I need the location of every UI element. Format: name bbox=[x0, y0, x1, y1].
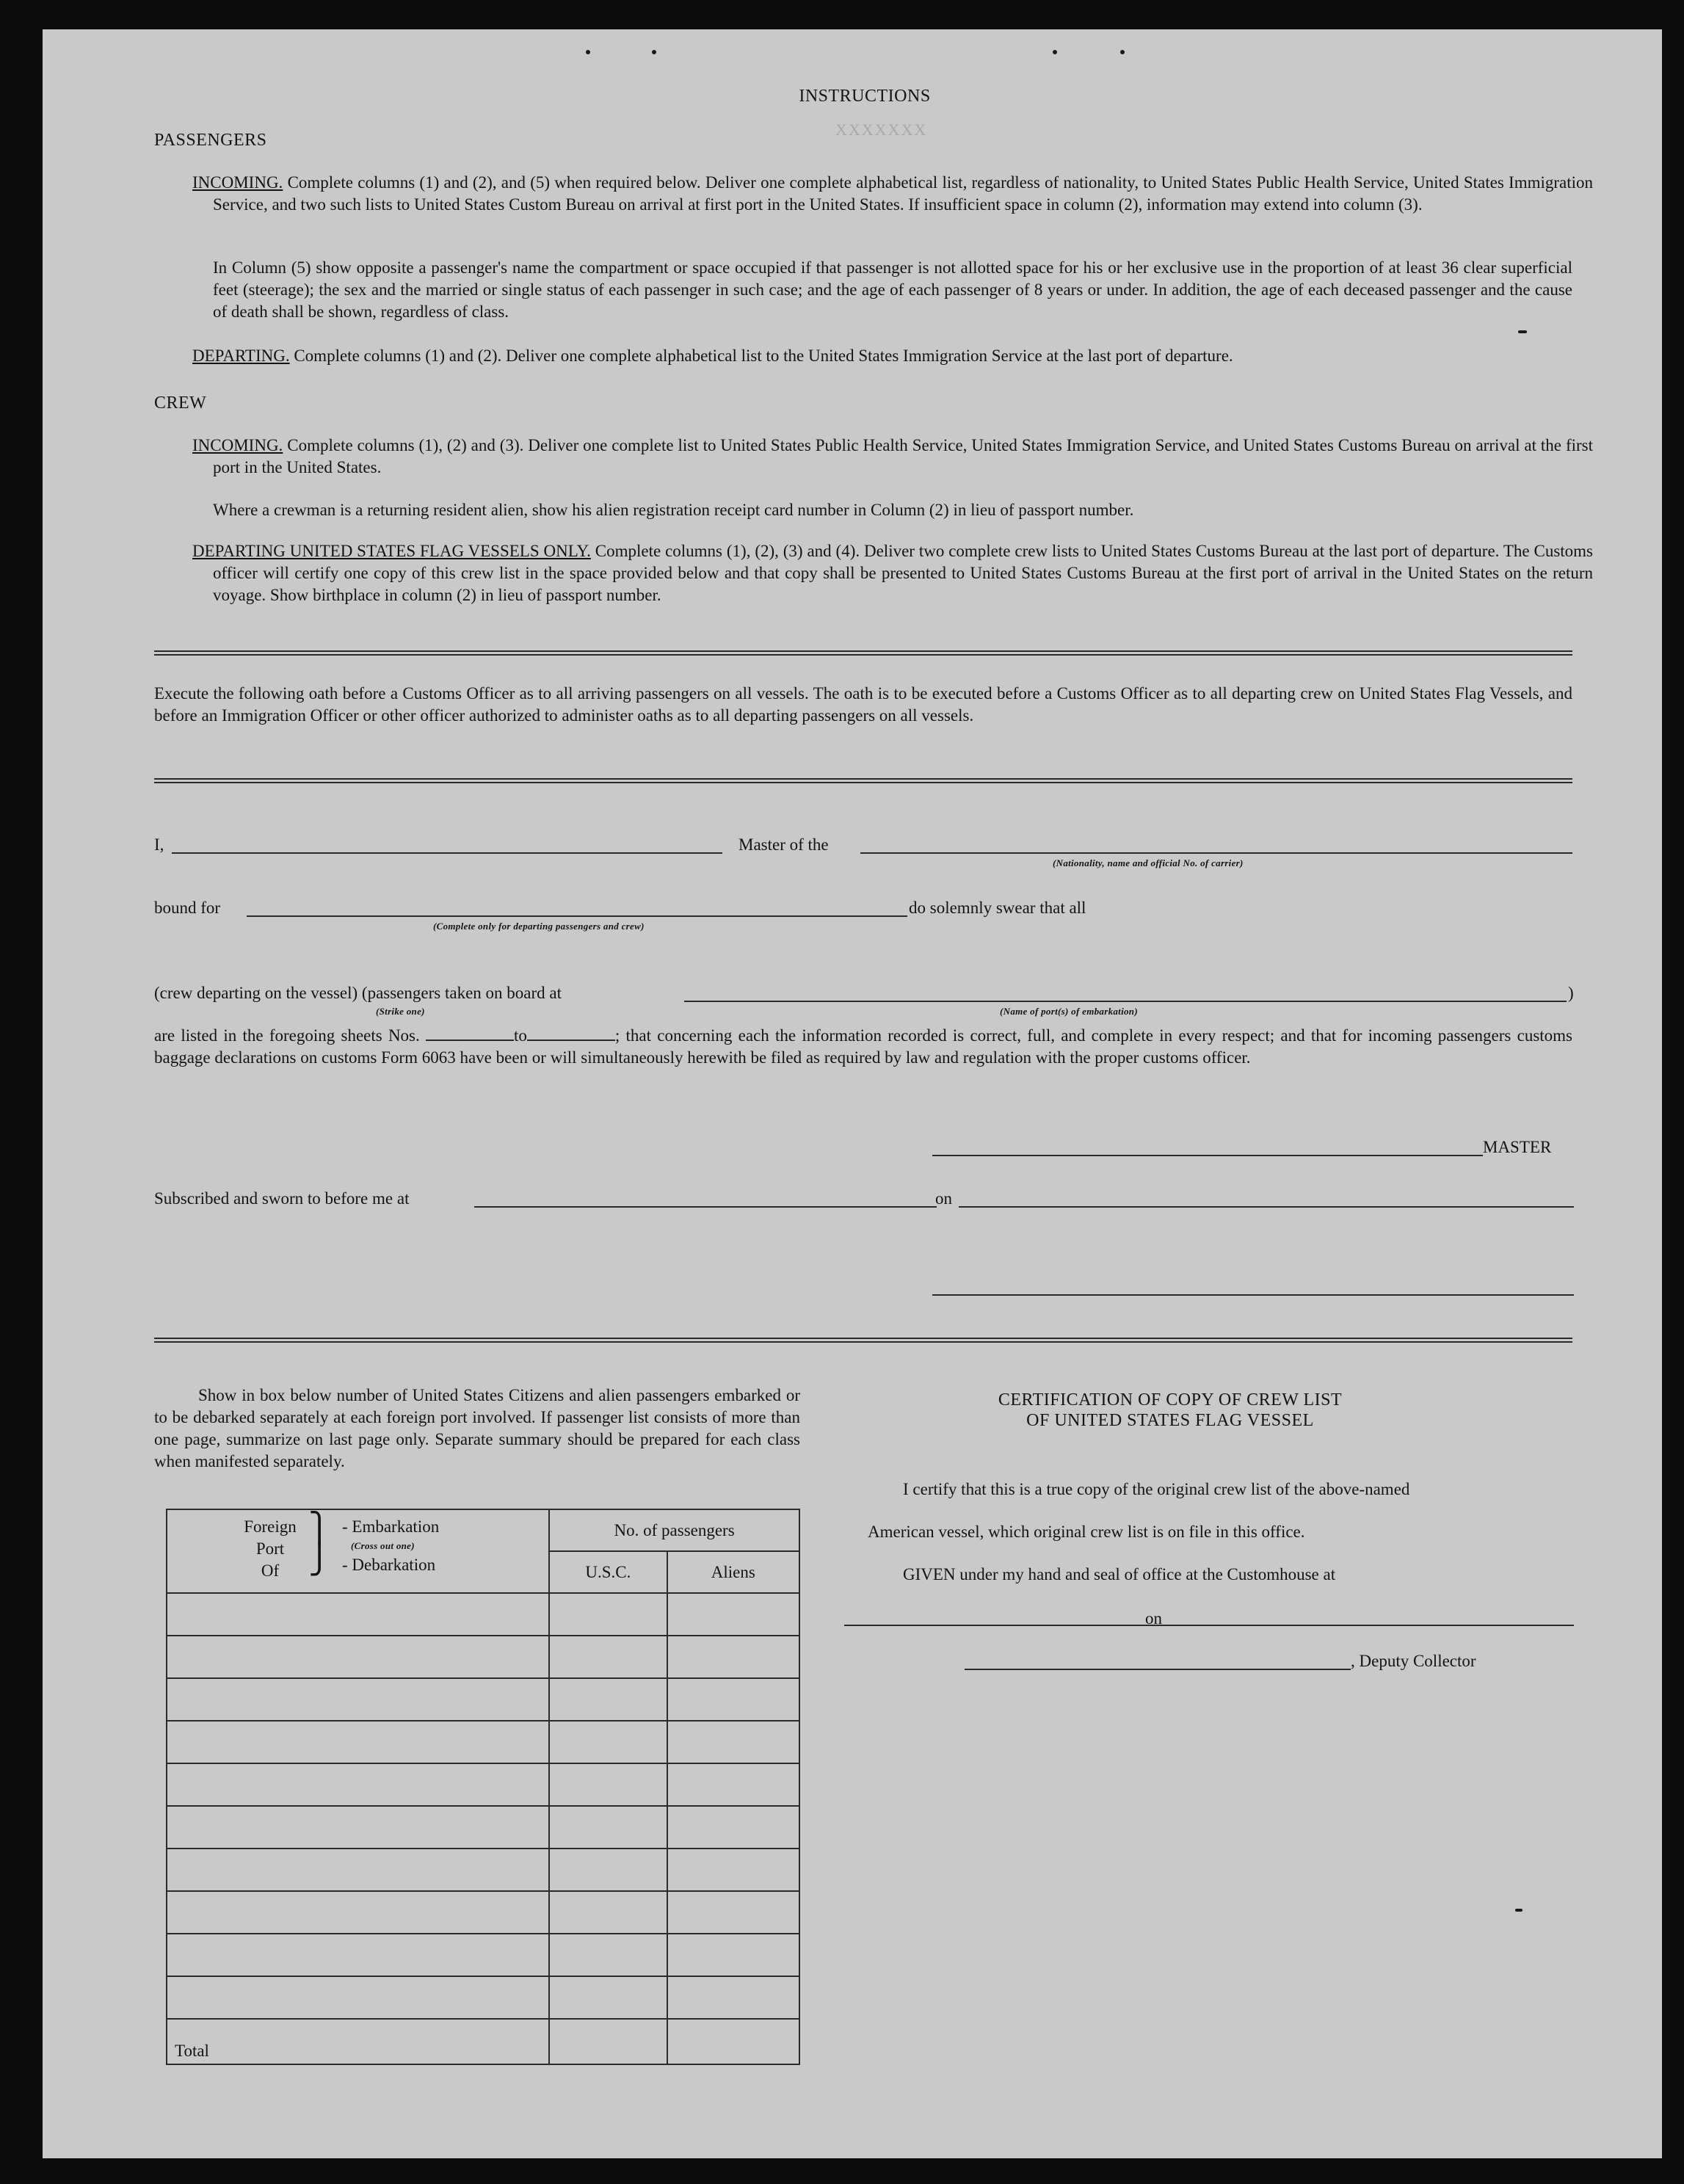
total-row bbox=[167, 2019, 799, 2064]
sworn-place-line[interactable] bbox=[474, 1206, 937, 1208]
debarkation-label: - Debarkation bbox=[342, 1556, 436, 1574]
carrier-line[interactable] bbox=[860, 852, 1572, 854]
passengers-incoming-text: Complete columns (1) and (2), and (5) when required below. Deliver one complete alphabetical list, regardless of nationality, to United States Public Health Service, United States Immigration Service, and two such lists to United States Custom Bureau on arrival at first port in the United States. If insufficient space in column (2), information may extend into column (3). bbox=[213, 173, 1594, 214]
table-row[interactable] bbox=[167, 1849, 799, 1891]
aliens-header: Aliens bbox=[667, 1551, 799, 1593]
certification-heading-2: OF UNITED STATES FLAG VESSEL bbox=[1026, 1411, 1314, 1430]
aliens-cell[interactable] bbox=[667, 1891, 799, 1934]
bound-for-line[interactable] bbox=[247, 915, 907, 917]
usc-cell[interactable] bbox=[549, 1806, 667, 1849]
table-row[interactable] bbox=[167, 1593, 799, 1636]
punch-dot bbox=[586, 50, 590, 54]
of-label: Of bbox=[261, 1561, 280, 1580]
passengers-incoming-label: INCOMING. bbox=[192, 173, 283, 192]
total-label: Total bbox=[167, 2019, 549, 2064]
usc-header: U.S.C. bbox=[549, 1551, 667, 1593]
speck bbox=[1518, 330, 1527, 333]
usc-cell[interactable] bbox=[549, 1849, 667, 1891]
subscribed-label: Subscribed and sworn to before me at bbox=[154, 1189, 410, 1208]
master-label: MASTER bbox=[1483, 1138, 1552, 1156]
crew-departing-text: Complete columns (1), (2), (3) and (4). Deliver two complete crew lists to United States Customs Bureau at the last port of departure. The Customs officer will certify one copy of this crew list in the space provided below and that copy shall be presented to United States Customs Bureau at the first port of arrival in the United States on the return voyage. Show birthplace in column (2) in lieu of passport number. bbox=[213, 542, 1594, 604]
brace-bottom: ⎭ bbox=[308, 1542, 330, 1576]
port-cell[interactable] bbox=[167, 1763, 549, 1806]
punch-dot bbox=[1120, 50, 1125, 54]
certification-date-line[interactable] bbox=[1167, 1625, 1574, 1626]
master-of-the-label: Master of the bbox=[738, 835, 829, 854]
statement-rest-text: ; that concerning each the information recorded is correct, full, and complete in every respect; and that for incoming passengers customs baggage declarations on customs Form 6063 have been or will simultaneously herewith be filed as required by law and regulation with the proper customs officer. bbox=[154, 1026, 1572, 1067]
table-row[interactable] bbox=[167, 1891, 799, 1934]
aliens-cell[interactable] bbox=[667, 1636, 799, 1678]
passengers-departing-paragraph bbox=[192, 345, 1593, 367]
port-cell[interactable] bbox=[167, 1934, 549, 1976]
usc-cell[interactable] bbox=[549, 1636, 667, 1678]
crew-departing-label: DEPARTING UNITED STATES FLAG VESSELS ONLY. bbox=[192, 542, 591, 560]
usc-cell[interactable] bbox=[549, 1976, 667, 2019]
port-cell[interactable] bbox=[167, 1678, 549, 1721]
port-note: (Name of port(s) of embarkation) bbox=[1000, 1006, 1138, 1017]
usc-cell[interactable] bbox=[549, 1721, 667, 1763]
deputy-collector-label: , Deputy Collector bbox=[1351, 1652, 1476, 1670]
customhouse-line[interactable] bbox=[844, 1625, 1167, 1626]
aliens-cell[interactable] bbox=[667, 1849, 799, 1891]
crew-departing-paragraph bbox=[192, 540, 1593, 606]
double-rule bbox=[154, 1338, 1572, 1343]
sheet-from-line[interactable] bbox=[426, 1026, 514, 1041]
sworn-date-line[interactable] bbox=[959, 1206, 1574, 1208]
usc-cell[interactable] bbox=[549, 1593, 667, 1636]
punch-dot bbox=[652, 50, 656, 54]
master-signature-line[interactable] bbox=[932, 1155, 1483, 1156]
double-rule bbox=[154, 650, 1572, 656]
crew-resident-paragraph: Where a crewman is a returning resident alien, show his alien registration receipt card number in Column (2) in lieu of passport number. bbox=[213, 501, 1134, 519]
usc-total-cell[interactable] bbox=[549, 2019, 667, 2064]
complete-only-note: (Complete only for departing passengers and crew) bbox=[433, 921, 645, 932]
port-cell[interactable] bbox=[167, 1849, 549, 1891]
usc-cell[interactable] bbox=[549, 1763, 667, 1806]
embarkation-label: - Embarkation bbox=[342, 1517, 440, 1536]
aliens-cell[interactable] bbox=[667, 1806, 799, 1849]
solemnly-swear-label: do solemnly swear that all bbox=[909, 899, 1086, 917]
table-row[interactable] bbox=[167, 1976, 799, 2019]
usc-cell[interactable] bbox=[549, 1934, 667, 1976]
table-row[interactable] bbox=[167, 1806, 799, 1849]
port-cell[interactable] bbox=[167, 1976, 549, 2019]
passengers-column5-paragraph: In Column (5) show opposite a passenger's name the compartment or space occupied if that passenger is not allotted space for his or her exclusive use in the proportion of at least 36 clear superficial feet (steerage); the sex and the married or single status of each passenger in such case; and the age of each passenger of 8 years or under. In addition, the age of each deceased passenger and the cause of death shall be shown, regardless of class. bbox=[213, 258, 1572, 321]
crew-incoming-label: INCOMING. bbox=[192, 436, 283, 454]
oath-intro: Execute the following oath before a Customs Officer as to all arriving passengers on all vessels. The oath is to be executed before a Customs Officer as to all departing crew on United States Flag Vessels, and before an Immigration Officer or other officer authorized to administer oaths as to all departing passengers on all vessels. bbox=[154, 684, 1572, 725]
listed-in-text: are listed in the foregoing sheets Nos. bbox=[154, 1026, 420, 1045]
table-row[interactable] bbox=[167, 1678, 799, 1721]
passengers-incoming-paragraph bbox=[192, 172, 1593, 216]
aliens-cell[interactable] bbox=[667, 1763, 799, 1806]
passenger-summary-table bbox=[166, 1509, 800, 2065]
port-cell[interactable] bbox=[167, 1721, 549, 1763]
oath-i-label: I, bbox=[154, 835, 164, 854]
aliens-cell[interactable] bbox=[667, 1976, 799, 2019]
crew-incoming-paragraph bbox=[192, 435, 1593, 479]
usc-cell[interactable] bbox=[549, 1891, 667, 1934]
aliens-cell[interactable] bbox=[667, 1593, 799, 1636]
port-cell[interactable] bbox=[167, 1806, 549, 1849]
speck bbox=[1515, 1909, 1523, 1912]
table-row[interactable] bbox=[167, 1934, 799, 1976]
passengers-heading: PASSENGERS bbox=[154, 131, 267, 150]
punch-dot bbox=[1053, 50, 1057, 54]
certification-line-1: I certify that this is a true copy of the original crew list of the above-named bbox=[903, 1480, 1410, 1498]
crew-passengers-label: (crew departing on the vessel) (passengers taken on board at bbox=[154, 984, 562, 1002]
port-cell[interactable] bbox=[167, 1891, 549, 1934]
embarkation-port-line[interactable] bbox=[684, 1001, 1567, 1002]
page-title: INSTRUCTIONS bbox=[799, 87, 931, 106]
certification-line-2: American vessel, which original crew list is on file in this office. bbox=[868, 1523, 1305, 1541]
port-cell[interactable] bbox=[167, 1636, 549, 1678]
summary-instructions: Show in box below number of United States Citizens and alien passengers embarked or to be debarked separately at each foreign port involved. If passenger list consists of more than one page, summarize on last page only. Separate summary should be prepared for each class when manifested separately. bbox=[154, 1386, 800, 1470]
crew-incoming-text: Complete columns (1), (2) and (3). Deliver one complete list to United States Public Health Service, United States Immigration Service, and United States Customs Bureau on arrival at the first port in the United States. bbox=[213, 436, 1593, 476]
nationality-note: (Nationality, name and official No. of carrier) bbox=[1053, 857, 1244, 868]
faint-heading: XXXXXXX bbox=[835, 120, 928, 139]
aliens-total-cell[interactable] bbox=[667, 2019, 799, 2064]
brace-top: ⎫ bbox=[308, 1512, 330, 1545]
bound-for-label: bound for bbox=[154, 899, 221, 917]
no-of-passengers-header: No. of passengers bbox=[549, 1509, 799, 1551]
close-paren: ) bbox=[1568, 984, 1574, 1002]
port-label: Port bbox=[255, 1539, 285, 1558]
table-row[interactable] bbox=[167, 1636, 799, 1678]
sworn-on-label: on bbox=[935, 1189, 952, 1208]
document-page bbox=[43, 29, 1662, 2158]
passengers-departing-text: Complete columns (1) and (2). Deliver one complete alphabetical list to the United States Immigration Service at the last port of departure. bbox=[294, 347, 1233, 365]
certification-heading-1: CERTIFICATION OF COPY OF CREW LIST bbox=[998, 1390, 1343, 1410]
foreign-port-header bbox=[167, 1509, 549, 1593]
passengers-departing-label: DEPARTING. bbox=[192, 347, 290, 365]
aliens-cell[interactable] bbox=[667, 1678, 799, 1721]
officer-signature-line[interactable] bbox=[932, 1294, 1574, 1296]
table-row[interactable] bbox=[167, 1763, 799, 1806]
deputy-collector-line[interactable] bbox=[965, 1669, 1351, 1670]
master-name-line[interactable] bbox=[172, 852, 722, 854]
foreign-label: Foreign bbox=[244, 1517, 297, 1536]
aliens-cell[interactable] bbox=[667, 1721, 799, 1763]
table-row[interactable] bbox=[167, 1721, 799, 1763]
cross-out-note: (Cross out one) bbox=[351, 1540, 415, 1551]
strike-one-note: (Strike one) bbox=[376, 1006, 425, 1017]
certification-line-3: GIVEN under my hand and seal of office at the Customhouse at bbox=[903, 1565, 1336, 1583]
usc-cell[interactable] bbox=[549, 1678, 667, 1721]
to-text: to bbox=[514, 1026, 527, 1045]
certification-on-label: on bbox=[1145, 1609, 1162, 1628]
oath-statement bbox=[154, 1025, 1572, 1069]
crew-heading: CREW bbox=[154, 393, 207, 413]
aliens-cell[interactable] bbox=[667, 1934, 799, 1976]
port-cell[interactable] bbox=[167, 1593, 549, 1636]
double-rule bbox=[154, 778, 1572, 783]
sheet-to-line[interactable] bbox=[527, 1026, 615, 1041]
